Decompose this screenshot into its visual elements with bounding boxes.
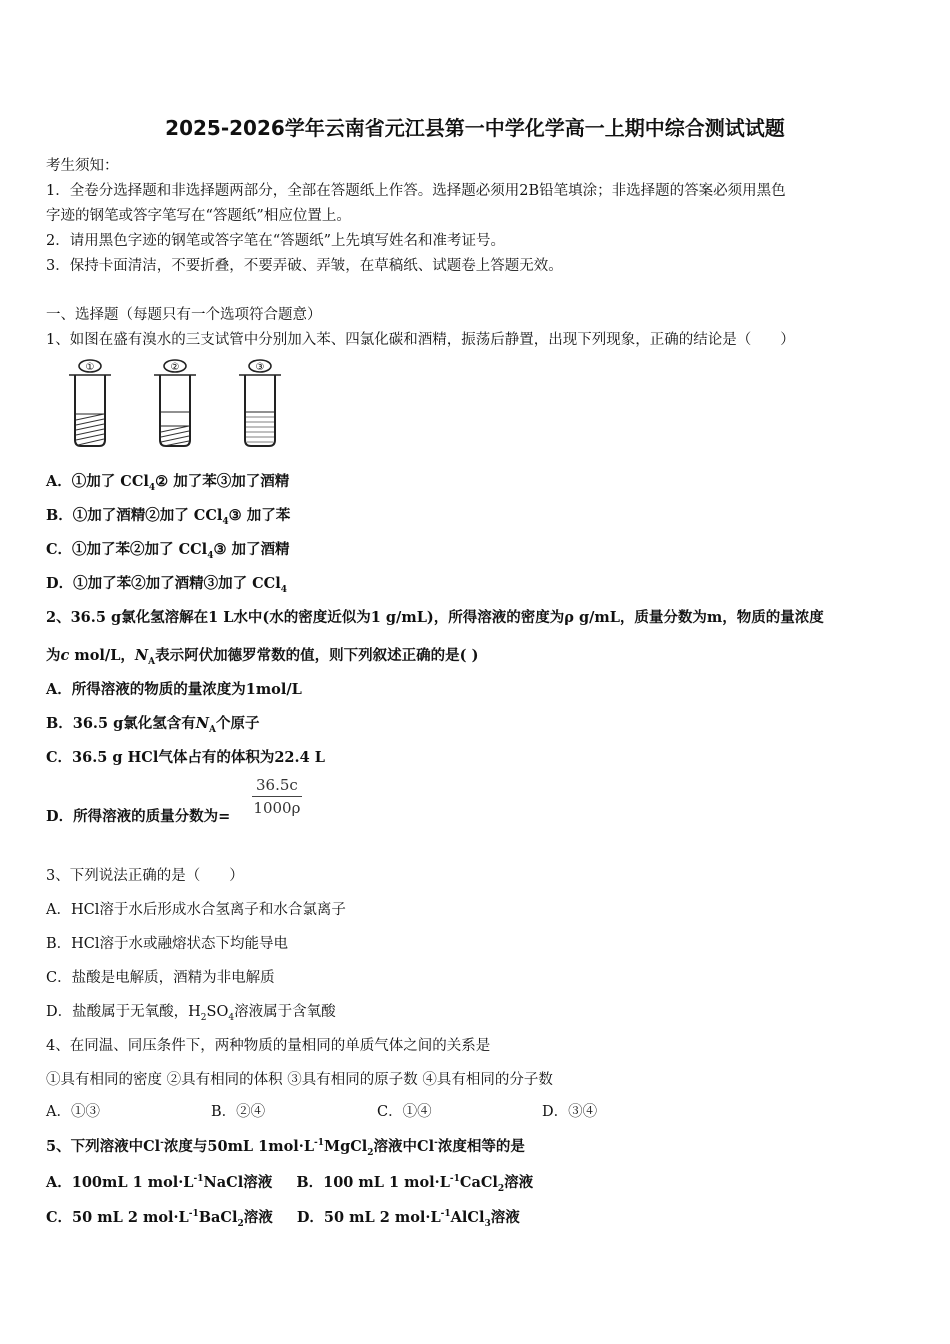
q3-stem: 3、下列说法正确的是（ ） <box>46 868 244 884</box>
q5-option-b: B．100 mL 1 $mol\cdot L^{-1}CaCl_2$溶液 <box>296 1174 534 1194</box>
q5-options-row-2 <box>46 1206 520 1227</box>
q4-stem: 4、在同温、同压条件下，两种物质的量相同的单质气体之间的关系是 <box>46 1038 491 1054</box>
q4-option-a: A．①③ <box>46 1104 100 1120</box>
q3-option-c: C．盐酸是电解质，酒精为非电解质 <box>46 970 275 986</box>
q2-stem-line-2: 为c mol/L，$N_A$表示阿伏加德罗常数的值，则下列叙述正确的是( ) <box>46 647 479 667</box>
q5-option-a: A．100mL 1 $mol\cdot L^{-1}NaCl$溶液 <box>46 1174 273 1191</box>
section-heading: 一、选择题（每题只有一个选项符合题意） <box>46 307 322 323</box>
q2-option-b: B．36.5 g氯化氢含有$N_A$个原子 <box>46 715 260 735</box>
test-tubes-figure <box>60 356 300 456</box>
q4-conditions: ①具有相同的密度 ②具有相同的体积 ③具有相同的原子数 ④具有相同的分子数 <box>46 1072 553 1088</box>
q2-option-a: A．所得溶液的物质的量浓度为1mol/L <box>46 681 302 698</box>
q5-stem: 5、下列溶液中Cl-浓度与50mL $1mol\cdot L^{-1}MgCl_2$溶液中Cl-浓度相等的是 <box>46 1138 525 1158</box>
notice-line-1: 1．全卷分选择题和非选择题两部分，全部在答题纸上作答。选择题必须用2B铅笔填涂；非选择题的答案必须用黑色 <box>46 183 786 199</box>
page-title: 2025-2026学年云南省元江县第一中学化学高一上期中综合测试试题 <box>165 116 785 140</box>
q2-option-c: C．36.5 g HCl气体占有的体积为22.4 L <box>46 749 325 766</box>
notice-line-3: 2．请用黑色字迹的钢笔或答字笔在“答题纸”上先填写姓名和准考证号。 <box>46 233 506 249</box>
q1-stem: 1、如图在盛有溴水的三支试管中分别加入苯、四氯化碳和酒精，振荡后静置，出现下列现象，正确的结论是（ ） <box>46 332 795 348</box>
tube-label-1: ① <box>85 362 95 373</box>
q1-option-b: B．①加了酒精②加了 CCl$_4$③ 加了苯 <box>46 507 291 527</box>
q4-option-b: B．②④ <box>211 1104 266 1120</box>
q1-option-a: A．①加了 CCl$_4$② 加了苯③加了酒精 <box>46 473 290 493</box>
q3-option-d: D．盐酸属于无氧酸，$H_2SO_4$溶液属于含氧酸 <box>46 1004 336 1023</box>
tube-label-2: ② <box>170 362 180 373</box>
q2-fraction <box>252 776 302 817</box>
notice-line-2: 字迹的钢笔或答字笔写在“答题纸”相应位置上。 <box>46 208 351 224</box>
fraction-denominator: 1000ρ <box>253 799 301 817</box>
notice-heading: 考生须知： <box>46 158 119 174</box>
q3-option-a: A．HCl溶于水后形成水合氢离子和水合氯离子 <box>46 902 346 918</box>
tube-label-3: ③ <box>255 362 265 373</box>
q1-option-c: C．①加了苯②加了 CCl$_4$③ 加了酒精 <box>46 541 290 561</box>
notice-line-4: 3．保持卡面清洁，不要折叠，不要弄破、弄皱，在草稿纸、试题卷上答题无效。 <box>46 258 563 274</box>
q2-option-d: D．所得溶液的质量分数为= <box>46 808 231 825</box>
q5-option-d: D．50 mL 2 $mol\cdot L^{-1}AlCl_3$溶液 <box>296 1209 520 1229</box>
q2-stem-line-1: 2、36.5 g氯化氢溶解在1 L水中(水的密度近似为1 g/mL)，所得溶液的密度为ρ g/mL，质量分数为m，物质的量浓度 <box>46 609 824 626</box>
q4-option-c: C．①④ <box>377 1104 432 1120</box>
q5-options-row-1 <box>46 1171 533 1192</box>
q1-option-d: D．①加了苯②加了酒精③加了 CCl$_4$ <box>46 575 287 595</box>
q5-option-c: C．50 mL 2 $mol\cdot L^{-1}BaCl_2$溶液 <box>46 1209 273 1229</box>
fraction-numerator: 36.5c <box>252 776 302 797</box>
q4-option-d: D．③④ <box>542 1104 598 1120</box>
q3-option-b: B．HCl溶于水或融熔状态下均能导电 <box>46 936 289 952</box>
